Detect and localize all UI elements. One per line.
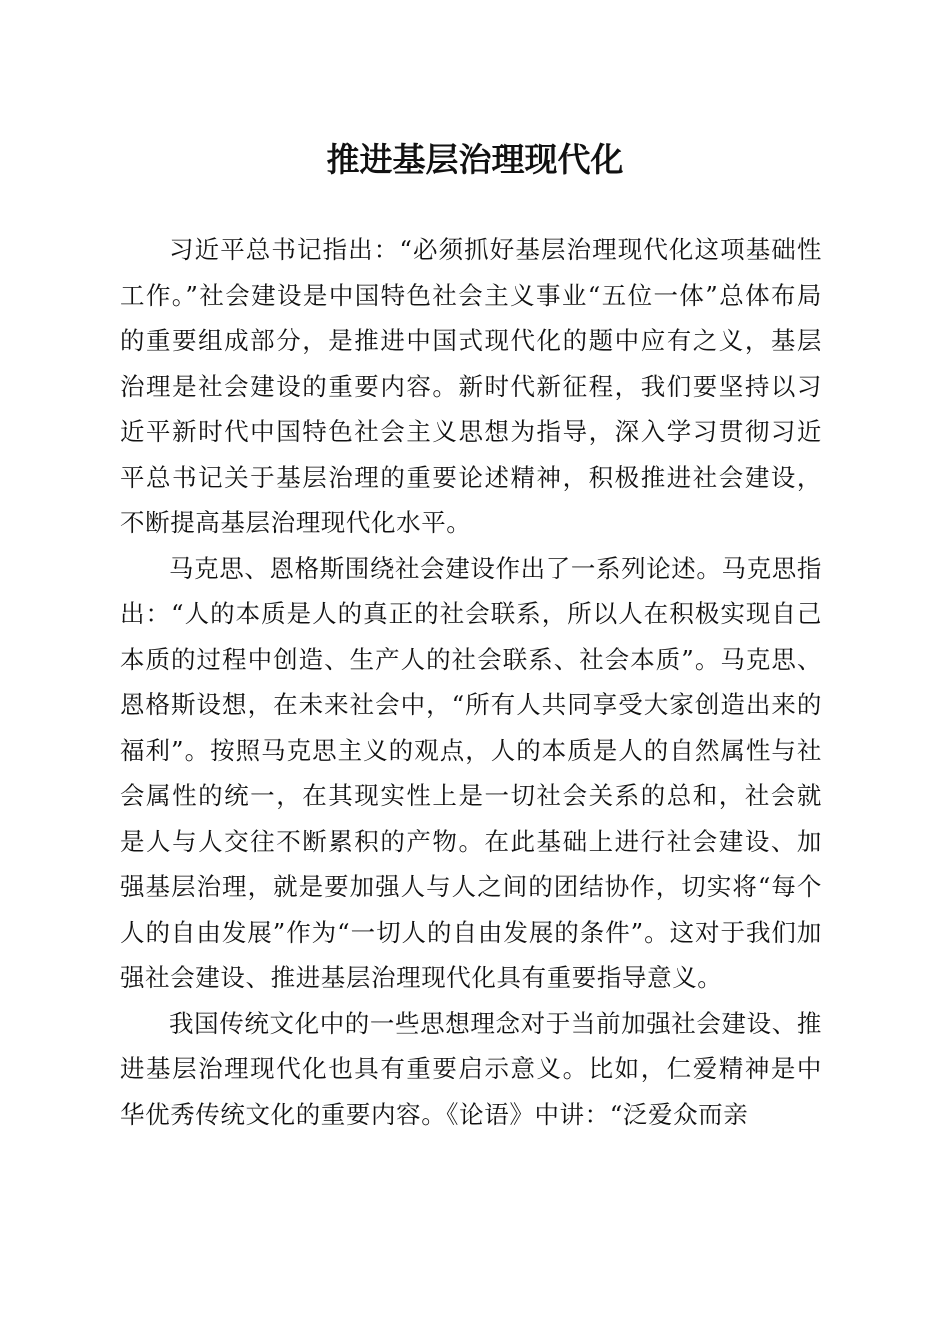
paragraph-1: 习近平总书记指出：“必须抓好基层治理现代化这项基础性工作。”社会建设是中国特色社会主义事业“五位一体”总体布局的重要组成部分，是推进中国式现代化的题中应有之义，基层治理是社会建设的重要内容。新时代新征程，我们要坚持以习近平新时代中国特色社会主义思想为指导，深入学习贯彻习近平总书记关于基层治理的重要论述精神，积极推进社会建设，不断提高基层治理现代化水平。 [120,235,822,537]
paragraph-2: 马克思、恩格斯围绕社会建设作出了一系列论述。马克思指出：“人的本质是人的真正的社会联系，所以人在积极实现自己本质的过程中创造、生产人的社会联系、社会本质”。马克思、恩格斯设想，在未来社会中，“所有人共同享受大家创造出来的福利”。按照马克思主义的观点，人的本质是人的自然属性与社会属性的统一，在其现实性上是一切社会关系的总和，社会就是人与人交往不断累积的产物。在此基础上进行社会建设、加强基层治理，就是要加强人与人之间的团结协作，切实将“每个人的自由发展”作为“一切人的自由发展的条件”。这对于我们加强社会建设、推进基层治理现代化具有重要指导意义。 [120,553,822,992]
document-title: 推进基层治理现代化 [326,140,624,179]
document-body [120,227,822,1137]
paragraph-3: 我国传统文化中的一些思想理念对于当前加强社会建设、推进基层治理现代化也具有重要启示意义。比如，仁爱精神是中华优秀传统文化的重要内容。《论语》中讲：“泛爱众而亲 [120,1008,822,1129]
